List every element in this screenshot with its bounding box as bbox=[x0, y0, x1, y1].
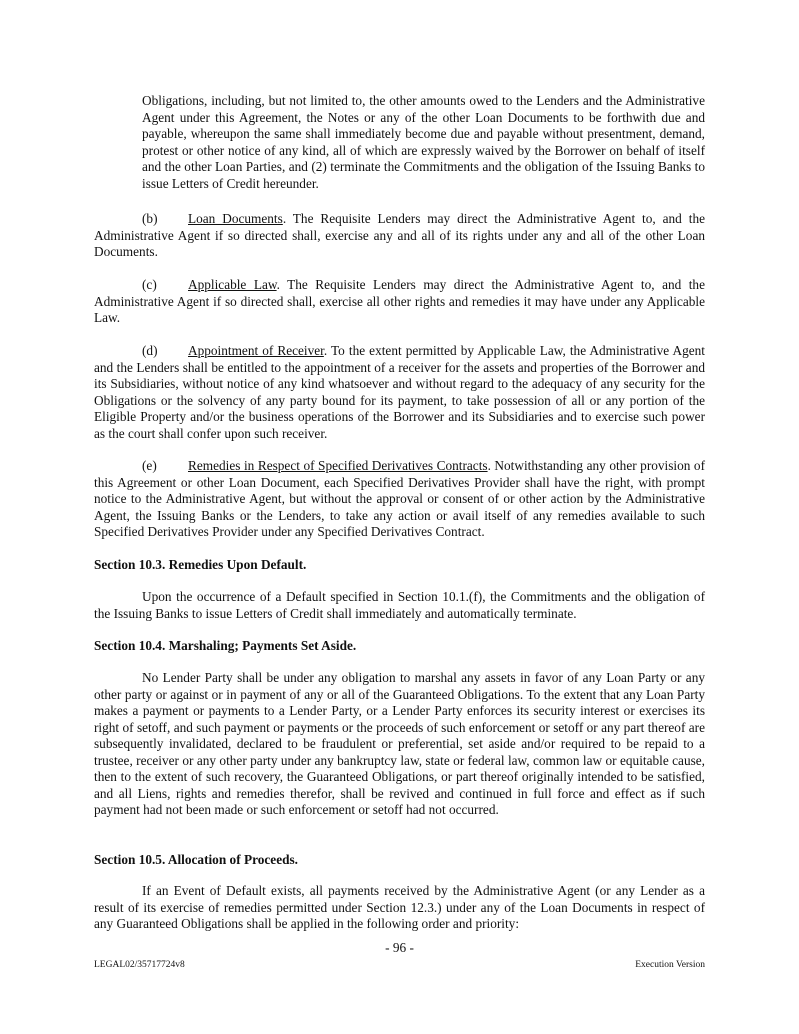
clause-b bbox=[94, 211, 705, 261]
footer-doc-id: LEGAL02/35717724v8 bbox=[94, 960, 185, 970]
clause-title: Appointment of Receiver bbox=[188, 343, 324, 358]
clause-title: Loan Documents bbox=[188, 211, 283, 226]
footer-version: Execution Version bbox=[635, 960, 705, 970]
section-body-10-3: Upon the occurrence of a Default specified in Section 10.1.(f), the Commitments and the obligation of the Issuing Banks to issue Letters of Credit shall immediately and automatically terminate. bbox=[94, 589, 705, 621]
continuation-paragraph: Obligations, including, but not limited to, the other amounts owed to the Lenders and the Administrative Agent under this Agreement, the Notes or any of the other Loan Documents to be forthwith due and payable, whereupon the same shall immediately become due and payable without presentment, demand, protest or other notice of any kind, all of which are expressly waived by the Borrower on behalf of itself and the other Loan Parties, and (2) terminate the Commitments and the obligation of the Issuing Banks to issue Letters of Credit hereunder. bbox=[142, 93, 705, 191]
clause-title: Remedies in Respect of Specified Derivatives Contracts bbox=[188, 458, 488, 473]
clause-d bbox=[94, 343, 705, 442]
section-heading-10-4: Section 10.4. Marshaling; Payments Set Aside. bbox=[94, 638, 357, 653]
section-body-10-4: No Lender Party shall be under any obligation to marshal any assets in favor of any Loan Party or any other party or against or in payment of any or all of the Guaranteed Obligations. To the extent that any Loan Party makes a payment or payments to a Lender Party, or a Lender Party enforces its security interest or exercises its right of setoff, and such payment or payments or the proceeds of such enforcement or setoff or any part thereof are subsequently invalidated, declared to be fraudulent or preferential, set aside and/or required to be repaid to a trustee, receiver or any other party under any bankruptcy law, state or federal law, common law or equitable cause, then to the extent of such recovery, the Guaranteed Obligations, or part thereof originally intended to be satisfied, and all Liens, rights and remedies therefor, shall be revived and continued in full force and effect as if such payment had not been made or such enforcement or setoff had not occurred. bbox=[94, 670, 705, 817]
clause-label: (c) bbox=[142, 277, 157, 292]
clause-label: (d) bbox=[142, 343, 158, 358]
section-heading-10-3: Section 10.3. Remedies Upon Default. bbox=[94, 557, 307, 572]
clause-title: Applicable Law bbox=[188, 277, 277, 292]
clause-text: . The Requisite Lenders may direct the Administrative Agent to, and the Administrative Agent if so directed shall, exercise all other rights and remedies it may have under any Applicable Law. bbox=[94, 277, 705, 325]
section-body-10-5: If an Event of Default exists, all payments received by the Administrative Agent (or any Lender as a result of its exercise of remedies permitted under Section 12.3.) under any of the Loan Documents in respect of any Guaranteed Obligations shall be applied in the following order and priority: bbox=[94, 883, 705, 931]
clause-e bbox=[94, 458, 705, 541]
clause-text: . To the extent permitted by Applicable Law, the Administrative Agent and the Lenders shall be entitled to the appointment of a receiver for the assets and properties of the Borrower and its Subsidiaries, without notice of any kind whatsoever and without regard to the adequacy of any security for the Obligations or the solvency of any party bound for its payment, to take possession of all or any portion of the Eligible Property and/or the business operations of the Borrower and its Subsidiaries and to exercise such power as the court shall confer upon such receiver. bbox=[94, 343, 705, 441]
clause-c bbox=[94, 277, 705, 327]
clause-text: . Notwithstanding any other provision of this Agreement or other Loan Document, each Specified Derivatives Provider shall have the right, with prompt notice to the Administrative Agent, but without the approval or consent of or other action by the Administrative Agent, the Issuing Banks or the Lenders, to take any action or avail itself of any remedies available to such Specified Derivatives Provider under any Specified Derivatives Contract. bbox=[94, 458, 706, 539]
clause-label: (e) bbox=[142, 458, 157, 473]
clause-label: (b) bbox=[142, 211, 158, 226]
page-number: - 96 - bbox=[385, 940, 414, 955]
clause-text: . The Requisite Lenders may direct the Administrative Agent to, and the Administrative Agent if so directed shall, exercise any and all of its rights under any and all of the other Loan Documents. bbox=[94, 211, 705, 259]
section-heading-10-5: Section 10.5. Allocation of Proceeds. bbox=[94, 852, 298, 867]
